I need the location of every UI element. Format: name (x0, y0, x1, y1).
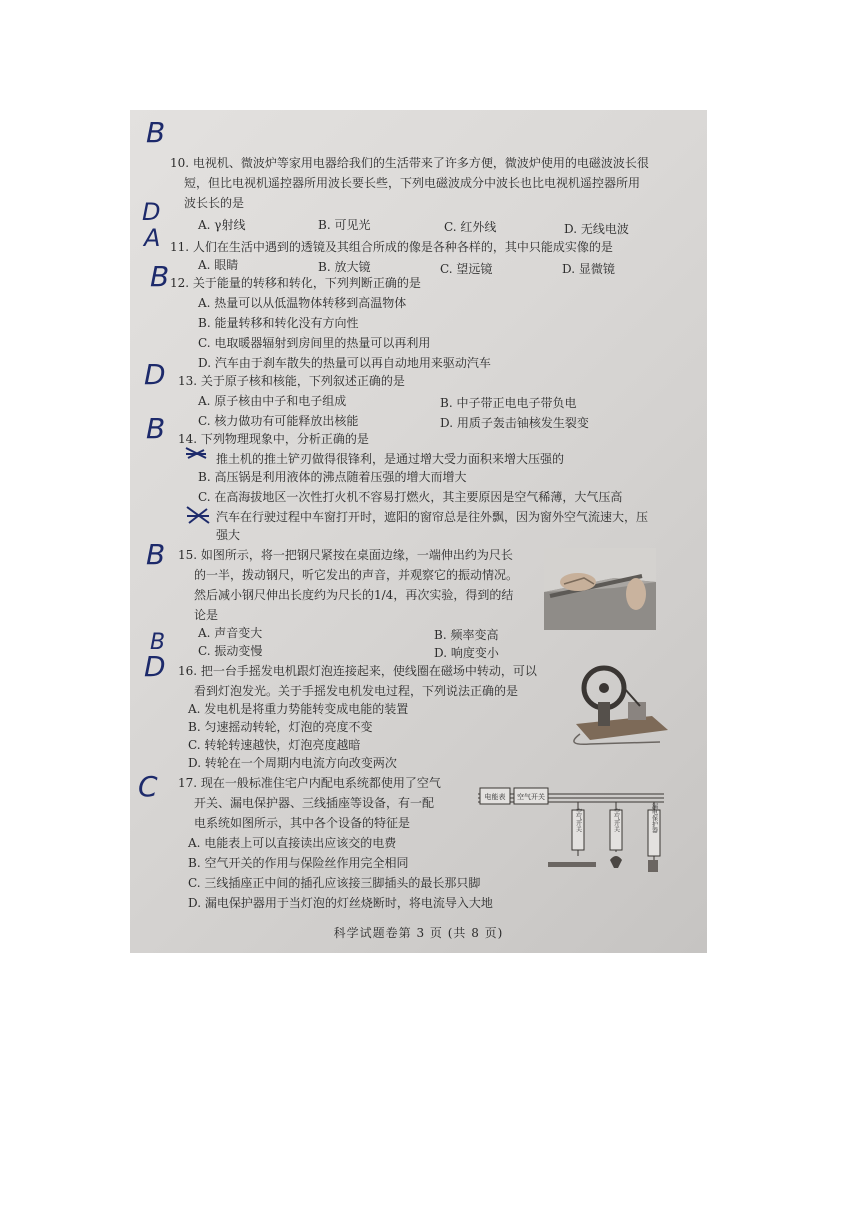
q15-option-c: C. 振动变慢 (198, 644, 263, 658)
handwritten-answer-17: C (138, 770, 158, 803)
handwritten-answer-11: A (144, 224, 161, 252)
q14-option-b: B. 高压锅是利用液体的沸点随着压强的增大而增大 (198, 470, 467, 484)
q10-stem-line3: 波长长的是 (184, 196, 245, 210)
q14-option-d-line1: 汽车在行驶过程中车窗打开时，遮阳的窗帘总是往外飘，因为窗外空气流速大，压 (216, 510, 649, 524)
handwritten-cross-mark-d (184, 504, 212, 526)
handwritten-answer-10: B (146, 116, 166, 149)
q12-option-a: A. 热量可以从低温物体转移到高温物体 (198, 296, 407, 310)
q13-stem: 13. 关于原子核和核能，下列叙述正确的是 (178, 374, 405, 388)
q17-option-d: D. 漏电保护器用于当灯泡的灯丝烧断时，将电流导入大地 (188, 896, 493, 910)
q15-option-d: D. 响度变小 (434, 646, 499, 660)
q16-option-c: C. 转轮转速越快，灯泡亮度越暗 (188, 738, 361, 752)
ruler-on-table-figure (544, 548, 656, 630)
switch1-label: 空气开关 (574, 808, 582, 832)
q16-stem-line2: 看到灯泡发光。关于手摇发电机发电过程，下列说法正确的是 (194, 684, 519, 698)
meter-label: 电能表 (484, 793, 506, 801)
q15-stem-line2: 的一半，拨动钢尺，听它发出的声音，并观察它的振动情况。 (194, 568, 519, 582)
q15-stem-line4: 论是 (194, 608, 219, 622)
q13-option-d: D. 用质子轰击铀核发生裂变 (440, 416, 589, 430)
handwritten-answer-16b: D (144, 650, 166, 683)
handwritten-answer-16: B (150, 630, 166, 655)
q14-option-a: 推土机的推土铲刃做得很锋利，是通过增大受力面积来增大压强的 (216, 452, 565, 466)
q17-stem-line3: 电系统如图所示，其中各个设备的特征是 (194, 816, 411, 830)
handwritten-answer-14: B (146, 412, 166, 445)
q13-option-c: C. 核力做功有可能释放出核能 (198, 414, 359, 428)
q16-option-b: B. 匀速摇动转轮，灯泡的亮度不变 (188, 720, 373, 734)
q10-option-d: D. 无线电波 (564, 222, 629, 236)
q15-option-a: A. 声音变大 (198, 626, 263, 640)
q16-stem-line1: 16. 把一台手摇发电机跟灯泡连接起来，使线圈在磁场中转动，可以 (178, 664, 537, 678)
q11-option-a: A. 眼睛 (198, 258, 239, 272)
q10-option-a: A. γ射线 (198, 218, 246, 232)
q16-option-d: D. 转轮在一个周期内电流方向改变两次 (188, 756, 397, 770)
q15-stem-line3: 然后减小钢尺伸出长度约为尺长的1/4，再次实验，得到的结 (194, 588, 514, 602)
q11-stem: 11. 人们在生活中遇到的透镜及其组合所成的像是各种各样的，其中只能成实像的是 (170, 240, 613, 254)
q17-option-c: C. 三线插座正中间的插孔应该接三脚插头的最长那只脚 (188, 876, 481, 890)
q14-stem: 14. 下列物理现象中，分析正确的是 (178, 432, 369, 446)
switch2-label: 空气开关 (612, 808, 620, 832)
q10-option-c: C. 红外线 (444, 220, 497, 234)
leak-protector-label: 漏电保护器 (650, 803, 658, 833)
q10-stem-line1: 10. 电视机、微波炉等家用电器给我们的生活带来了许多方便，微波炉使用的电磁波波长很 (170, 156, 649, 170)
q10-option-b: B. 可见光 (318, 218, 371, 232)
q15-stem-line1: 15. 如图所示，将一把钢尺紧按在桌面边缘，一端伸出约为尺长 (178, 548, 513, 562)
q12-option-c: C. 电取暖器辐射到房间里的热量可以再利用 (198, 336, 431, 350)
page-footer: 科学试题卷第 3 页 (共 8 页) (333, 926, 504, 940)
q11-option-b: B. 放大镜 (318, 260, 371, 274)
q17-option-a: A. 电能表上可以直接读出应该交的电费 (188, 836, 397, 850)
q11-option-d: D. 显微镜 (562, 262, 615, 276)
wiring-diagram (478, 782, 668, 878)
q12-option-d: D. 汽车由于刹车散失的热量可以再自动地用来驱动汽车 (198, 356, 491, 370)
handwritten-answer-13: D (144, 358, 166, 391)
q16-option-a: A. 发电机是将重力势能转变成电能的装置 (188, 702, 409, 716)
q10-stem-line2: 短，但比电视机遥控器所用波长要长些，下列电磁波成分中波长也比电视机遥控器所用 (184, 176, 641, 190)
q14-option-d-line2: 强大 (216, 528, 241, 542)
q17-option-b: B. 空气开关的作用与保险丝作用完全相同 (188, 856, 409, 870)
handwritten-answer-10b: D (142, 198, 161, 226)
q17-stem-line1: 17. 现在一般标准住宅户内配电系统都使用了空气 (178, 776, 441, 790)
q17-stem-line2: 开关、漏电保护器、三线插座等设备，有一配 (194, 796, 435, 810)
handwritten-answer-15: B (146, 538, 166, 571)
main-switch-label: 空气开关 (517, 793, 545, 801)
handwritten-cross-mark-a (184, 444, 208, 462)
exam-page-photo (130, 110, 707, 953)
hand-generator-figure (570, 662, 670, 746)
q13-option-b: B. 中子带正电电子带负电 (440, 396, 577, 410)
q11-option-c: C. 望远镜 (440, 262, 493, 276)
handwritten-answer-12: B (150, 260, 170, 293)
q13-option-a: A. 原子核由中子和电子组成 (198, 394, 347, 408)
q14-option-c: C. 在高海拔地区一次性打火机不容易打燃火，其主要原因是空气稀薄，大气压高 (198, 490, 623, 504)
q15-option-b: B. 频率变高 (434, 628, 499, 642)
q12-stem: 12. 关于能量的转移和转化，下列判断正确的是 (170, 276, 421, 290)
q12-option-b: B. 能量转移和转化没有方向性 (198, 316, 359, 330)
